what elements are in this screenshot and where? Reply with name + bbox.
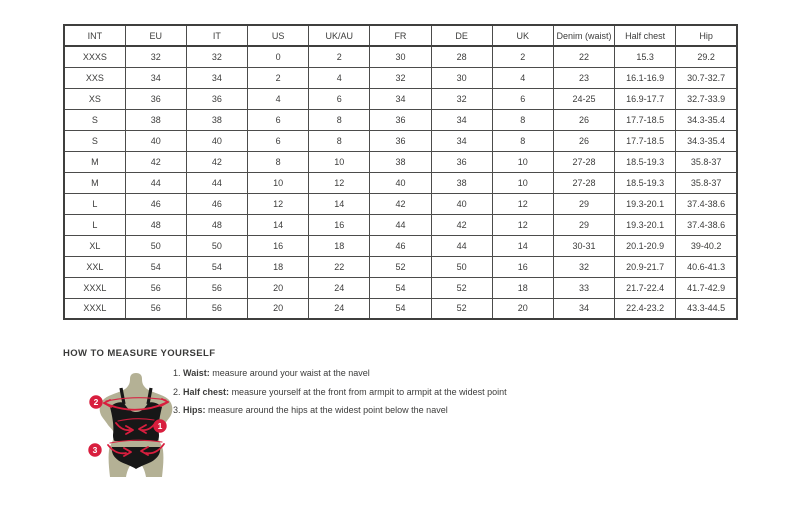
size-cell: 48: [125, 214, 186, 235]
size-cell: S: [64, 130, 125, 151]
size-cell: 14: [309, 193, 370, 214]
badge-hips: [88, 443, 101, 456]
size-cell: 19.3-20.1: [615, 193, 676, 214]
col-header-it: IT: [186, 25, 247, 46]
size-cell: 6: [248, 130, 309, 151]
size-cell: 18: [309, 235, 370, 256]
col-header-eu: EU: [125, 25, 186, 46]
size-cell: 40: [125, 130, 186, 151]
size-cell: L: [64, 214, 125, 235]
size-cell: 8: [309, 130, 370, 151]
size-cell: 23: [553, 67, 614, 88]
size-cell: 24: [309, 277, 370, 298]
size-cell: 39-40.2: [676, 235, 737, 256]
size-cell: 40: [370, 172, 431, 193]
size-cell: 34: [186, 67, 247, 88]
size-cell: 38: [125, 109, 186, 130]
size-cell: 19.3-20.1: [615, 214, 676, 235]
size-cell: 52: [431, 298, 492, 319]
size-cell: 54: [370, 277, 431, 298]
size-cell: 30-31: [553, 235, 614, 256]
size-cell: 28: [431, 46, 492, 67]
col-header-hip: Hip: [676, 25, 737, 46]
size-cell: 40: [186, 130, 247, 151]
size-cell: 54: [370, 298, 431, 319]
size-cell: 54: [125, 256, 186, 277]
measure-guide-section: [63, 348, 723, 498]
size-cell: 20: [248, 277, 309, 298]
size-cell: 16: [248, 235, 309, 256]
size-cell: XL: [64, 235, 125, 256]
size-cell: 34: [431, 130, 492, 151]
size-cell: 18.5-19.3: [615, 172, 676, 193]
size-cell: 44: [370, 214, 431, 235]
size-row: [64, 88, 737, 109]
size-cell: S: [64, 109, 125, 130]
size-cell: 29: [553, 193, 614, 214]
size-cell: 2: [248, 67, 309, 88]
size-cell: 26: [553, 109, 614, 130]
size-cell: 22: [553, 46, 614, 67]
size-cell: 12: [492, 214, 553, 235]
size-cell: 30: [431, 67, 492, 88]
size-cell: 15.3: [615, 46, 676, 67]
size-cell: XXL: [64, 256, 125, 277]
measure-instruction-half-chest: [173, 387, 507, 397]
measure-instruction-hips: [173, 405, 507, 415]
size-cell: 20: [248, 298, 309, 319]
size-cell: M: [64, 151, 125, 172]
size-cell: 8: [248, 151, 309, 172]
size-cell: 50: [125, 235, 186, 256]
size-cell: 42: [125, 151, 186, 172]
size-cell: 0: [248, 46, 309, 67]
col-header-fr: FR: [370, 25, 431, 46]
size-row: [64, 109, 737, 130]
size-cell: 36: [186, 88, 247, 109]
size-cell: 37.4-38.6: [676, 214, 737, 235]
size-cell: 2: [492, 46, 553, 67]
table-header-row: [64, 25, 737, 46]
size-cell: 10: [492, 151, 553, 172]
measure-instructions-list: [173, 368, 507, 424]
col-header-de: DE: [431, 25, 492, 46]
size-cell: 27-28: [553, 172, 614, 193]
size-cell: 36: [431, 151, 492, 172]
size-chart-table: [63, 24, 738, 320]
size-cell: 52: [431, 277, 492, 298]
size-cell: XXXL: [64, 277, 125, 298]
size-cell: 32: [553, 256, 614, 277]
size-cell: 46: [370, 235, 431, 256]
size-cell: 21.7-22.4: [615, 277, 676, 298]
size-cell: 44: [125, 172, 186, 193]
size-cell: 34.3-35.4: [676, 130, 737, 151]
size-cell: 20.9-21.7: [615, 256, 676, 277]
size-cell: 56: [125, 277, 186, 298]
size-cell: 18: [248, 256, 309, 277]
size-cell: 56: [186, 277, 247, 298]
size-cell: 20: [492, 298, 553, 319]
instruction-text: measure around the hips at the widest point below the navel: [208, 405, 448, 415]
size-cell: 44: [186, 172, 247, 193]
size-cell: 30: [370, 46, 431, 67]
svg-text:2: 2: [93, 397, 99, 408]
size-cell: 22.4-23.2: [615, 298, 676, 319]
instruction-number: 3.: [173, 405, 181, 415]
size-row: [64, 172, 737, 193]
measure-instruction-waist: [173, 368, 507, 378]
size-cell: 33: [553, 277, 614, 298]
size-cell: 6: [248, 109, 309, 130]
size-cell: 27-28: [553, 151, 614, 172]
size-cell: 42: [370, 193, 431, 214]
size-cell: 32: [431, 88, 492, 109]
size-cell: 12: [492, 193, 553, 214]
size-cell: 16: [492, 256, 553, 277]
size-cell: 43.3-44.5: [676, 298, 737, 319]
col-header-int: INT: [64, 25, 125, 46]
size-row: [64, 256, 737, 277]
size-cell: 36: [370, 130, 431, 151]
size-cell: 40.6-41.3: [676, 256, 737, 277]
size-cell: 38: [370, 151, 431, 172]
size-cell: 29: [553, 214, 614, 235]
col-header-uk-au: UK/AU: [309, 25, 370, 46]
size-cell: 6: [309, 88, 370, 109]
size-row: [64, 298, 737, 319]
size-cell: 24: [309, 298, 370, 319]
measure-guide-heading: HOW TO MEASURE YOURSELF: [63, 348, 216, 359]
size-cell: 17.7-18.5: [615, 109, 676, 130]
svg-text:3: 3: [92, 445, 98, 456]
size-cell: 32: [125, 46, 186, 67]
size-cell: 8: [492, 109, 553, 130]
size-cell: 38: [431, 172, 492, 193]
size-cell: 35.8-37: [676, 151, 737, 172]
size-cell: 32: [186, 46, 247, 67]
size-cell: 2: [309, 46, 370, 67]
size-cell: 20.1-20.9: [615, 235, 676, 256]
size-cell: 56: [125, 298, 186, 319]
size-cell: 34: [431, 109, 492, 130]
size-cell: 46: [125, 193, 186, 214]
size-row: [64, 214, 737, 235]
instruction-text: measure around your waist at the navel: [212, 368, 370, 378]
size-cell: 6: [492, 88, 553, 109]
col-header-uk: UK: [492, 25, 553, 46]
size-cell: 24-25: [553, 88, 614, 109]
svg-text:1: 1: [157, 421, 163, 432]
size-row: [64, 277, 737, 298]
instruction-label: Half chest:: [183, 386, 230, 397]
size-cell: 10: [309, 151, 370, 172]
table-body: [64, 46, 737, 319]
size-cell: M: [64, 172, 125, 193]
size-cell: XS: [64, 88, 125, 109]
size-cell: 8: [309, 109, 370, 130]
size-cell: 38: [186, 109, 247, 130]
size-row: [64, 130, 737, 151]
size-cell: 50: [431, 256, 492, 277]
size-row: [64, 67, 737, 88]
size-cell: 42: [431, 214, 492, 235]
size-cell: 34: [370, 88, 431, 109]
instruction-number: 1.: [173, 368, 181, 378]
size-cell: 56: [186, 298, 247, 319]
instruction-label: Hips:: [183, 405, 206, 415]
size-cell: XXXL: [64, 298, 125, 319]
size-cell: 30.7-32.7: [676, 67, 737, 88]
size-cell: 36: [370, 109, 431, 130]
size-cell: 54: [186, 256, 247, 277]
size-cell: 10: [492, 172, 553, 193]
size-cell: 41.7-42.9: [676, 277, 737, 298]
size-cell: 10: [248, 172, 309, 193]
size-cell: 8: [492, 130, 553, 151]
size-cell: 12: [248, 193, 309, 214]
size-row: [64, 151, 737, 172]
size-cell: 22: [309, 256, 370, 277]
badge-chest: [89, 395, 102, 408]
size-cell: XXXS: [64, 46, 125, 67]
size-cell: 18.5-19.3: [615, 151, 676, 172]
size-cell: 34.3-35.4: [676, 109, 737, 130]
size-cell: 42: [186, 151, 247, 172]
size-cell: 36: [125, 88, 186, 109]
size-cell: 34: [125, 67, 186, 88]
size-cell: 44: [431, 235, 492, 256]
badge-waist: [153, 419, 166, 432]
size-cell: 4: [309, 67, 370, 88]
size-cell: 17.7-18.5: [615, 130, 676, 151]
size-cell: 29.2: [676, 46, 737, 67]
size-cell: 14: [248, 214, 309, 235]
size-cell: 14: [492, 235, 553, 256]
size-cell: 16.1-16.9: [615, 67, 676, 88]
instruction-number: 2.: [173, 386, 181, 397]
size-cell: 16.9-17.7: [615, 88, 676, 109]
size-row: [64, 235, 737, 256]
size-row: [64, 193, 737, 214]
instruction-label: Waist:: [183, 368, 210, 378]
size-cell: 4: [492, 67, 553, 88]
col-header-denim-waist: Denim (waist): [553, 25, 614, 46]
size-cell: L: [64, 193, 125, 214]
col-header-half-chest: Half chest: [615, 25, 676, 46]
size-cell: 50: [186, 235, 247, 256]
size-row: [64, 46, 737, 67]
col-header-us: US: [248, 25, 309, 46]
size-cell: 12: [309, 172, 370, 193]
instruction-text: measure yourself at the front from armpit to armpit at the widest point: [231, 386, 507, 397]
size-cell: 32: [370, 67, 431, 88]
size-cell: 40: [431, 193, 492, 214]
size-cell: 37.4-38.6: [676, 193, 737, 214]
size-cell: 4: [248, 88, 309, 109]
size-cell: 16: [309, 214, 370, 235]
size-cell: 32.7-33.9: [676, 88, 737, 109]
size-cell: XXS: [64, 67, 125, 88]
size-cell: 26: [553, 130, 614, 151]
size-cell: 18: [492, 277, 553, 298]
size-cell: 34: [553, 298, 614, 319]
size-cell: 48: [186, 214, 247, 235]
size-cell: 52: [370, 256, 431, 277]
size-cell: 35.8-37: [676, 172, 737, 193]
size-cell: 46: [186, 193, 247, 214]
